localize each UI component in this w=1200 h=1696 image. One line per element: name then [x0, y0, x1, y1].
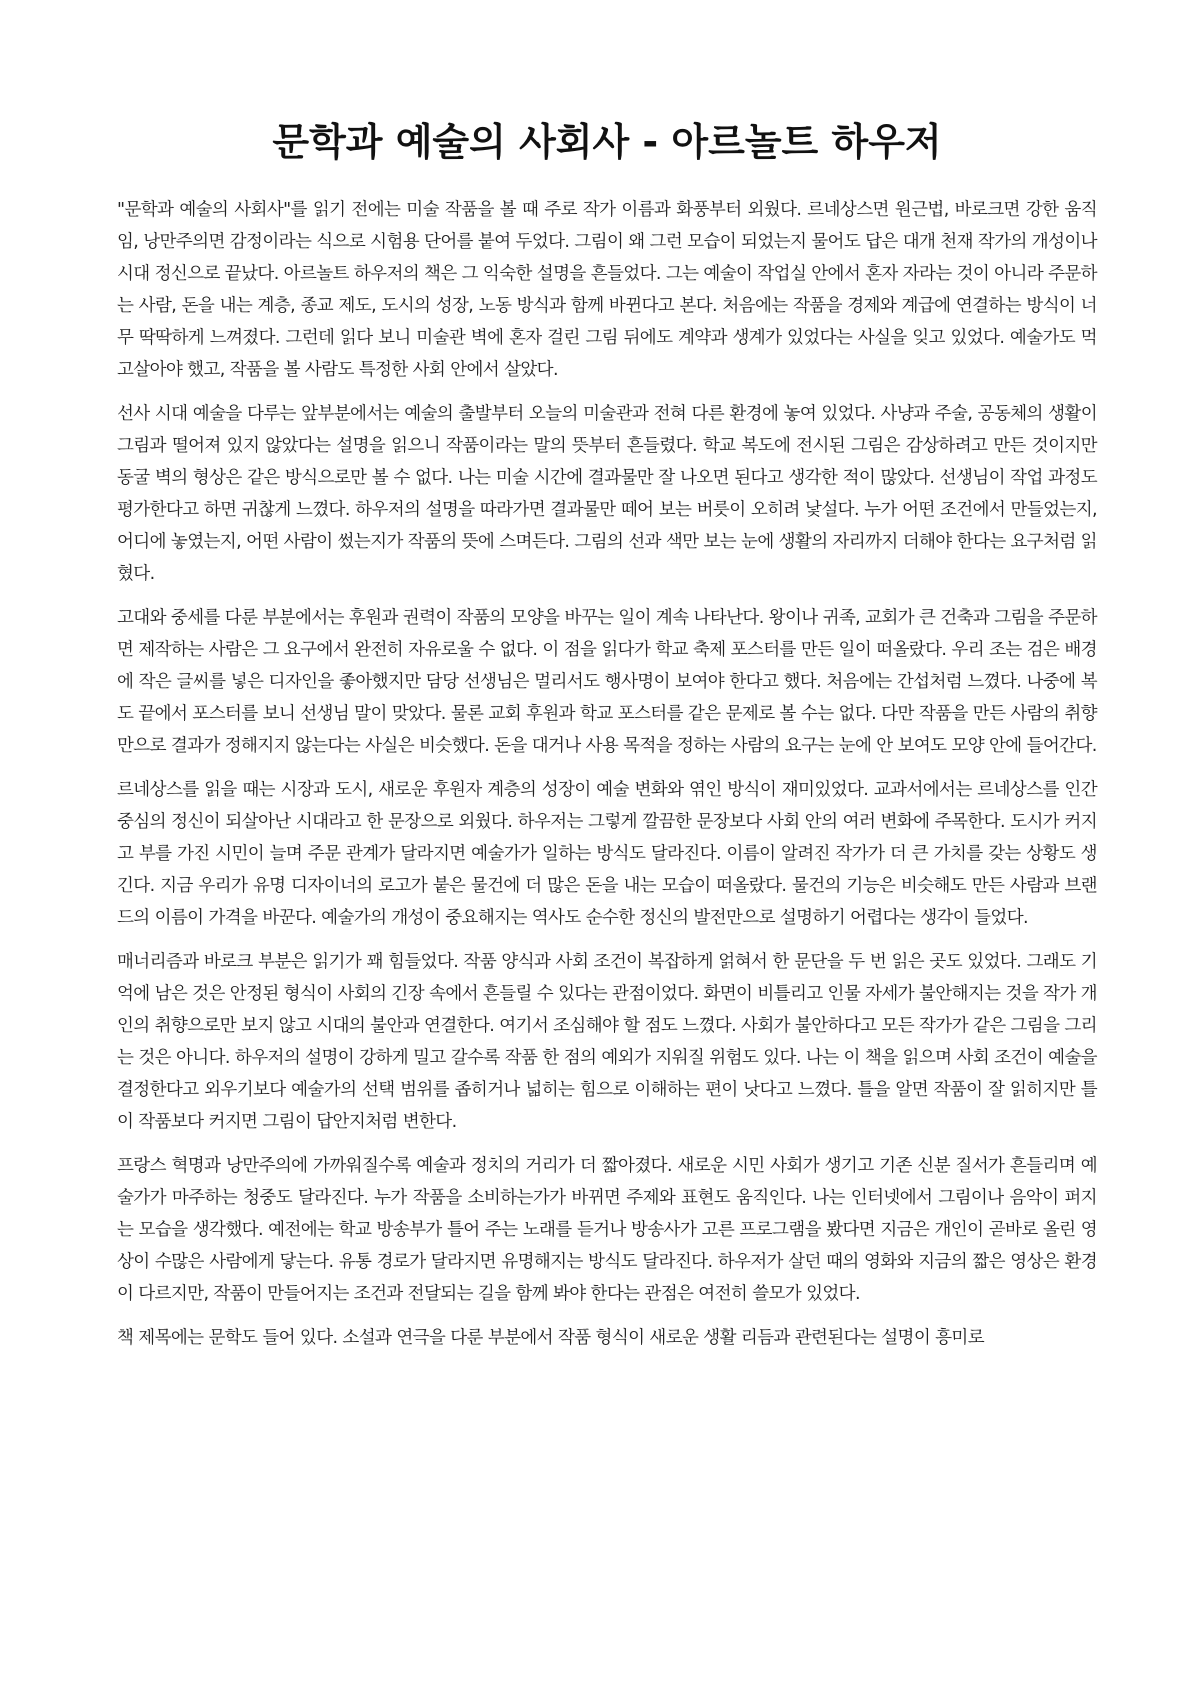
paragraph: "문학과 예술의 사회사"를 읽기 전에는 미술 작품을 볼 때 주로 작가 이름과 화풍부터 외웠다. 르네상스면 원근법, 바로크면 강한 움직임, 낭만주의면 감정이라는 식으로 시험용 단어를 붙여 두었다. 그림이 왜 그런 모습이 되었는지 물어도 답은 대개 천재 작가의 개성이나 시대 정신으로 끝났다. 아르놀트 하우저의 책은 그 익숙한 설명을 흔들었다. 그는 예술이 작업실 안에서 혼자 자라는 것이 아니라 주문하는 사람, 돈을 내는 계층, 종교 제도, 도시의 성장, 노동 방식과 함께 바뀐다고 본다. 처음에는 작품을 경제와 계급에 연결하는 방식이 너무 딱딱하게 느껴졌다. 그런데 읽다 보니 미술관 벽에 혼자 걸린 그림 뒤에도 계약과 생계가 있었다는 사실을 잊고 있었다. 예술가도 먹고살아야 했고, 작품을 볼 사람도 특정한 사회 안에서 살았다.	[117, 200, 1097, 380]
paragraph: 매너리즘과 바로크 부분은 읽기가 꽤 힘들었다. 작품 양식과 사회 조건이 복잡하게 얽혀서 한 문단을 두 번 읽은 곳도 있었다. 그래도 기억에 남은 것은 안정된 형식이 사회의 긴장 속에서 흔들릴 수 있다는 관점이었다. 화면이 비틀리고 인물 자세가 불안해지는 것을 작가 개인의 취향으로만 보지 않고 시대의 불안과 연결한다. 여기서 조심해야 할 점도 느꼈다. 사회가 불안하다고 모든 작가가 같은 그림을 그리는 것은 아니다. 하우저의 설명이 강하게 밀고 갈수록 작품 한 점의 예외가 지워질 위험도 있다. 나는 이 책을 읽으며 사회 조건이 예술을 결정한다고 외우기보다 예술가의 선택 범위를 좁히거나 넓히는 힘으로 이해하는 편이 낫다고 느꼈다. 틀을 알면 작품이 잘 읽히지만 틀이 작품보다 커지면 그림이 답안지처럼 변한다.	[117, 952, 1097, 1132]
paragraph: 선사 시대 예술을 다루는 앞부분에서는 예술의 출발부터 오늘의 미술관과 전혀 다른 환경에 놓여 있었다. 사냥과 주술, 공동체의 생활이 그림과 떨어져 있지 않았다는 설명을 읽으니 작품이라는 말의 뜻부터 흔들렸다. 학교 복도에 전시된 그림은 감상하려고 만든 것이지만 동굴 벽의 형상은 같은 방식으로만 볼 수 없다. 나는 미술 시간에 결과물만 잘 나오면 된다고 생각한 적이 많았다. 선생님이 작업 과정도 평가한다고 하면 귀찮게 느꼈다. 하우저의 설명을 따라가면 결과물만 떼어 보는 버릇이 오히려 낯설다. 누가 어떤 조건에서 만들었는지, 어디에 놓였는지, 어떤 사람이 썼는지가 작품의 뜻에 스며든다. 그림의 선과 색만 보는 눈에 생활의 자리까지 더해야 한다는 요구처럼 읽혔다.	[117, 404, 1097, 584]
paragraph: 르네상스를 읽을 때는 시장과 도시, 새로운 후원자 계층의 성장이 예술 변화와 엮인 방식이 재미있었다. 교과서에서는 르네상스를 인간 중심의 정신이 되살아난 시대라고 한 문장으로 외웠다. 하우저는 그렇게 깔끔한 문장보다 사회 안의 여러 변화에 주목한다. 도시가 커지고 부를 가진 시민이 늘며 주문 관계가 달라지면 예술가가 일하는 방식도 달라진다. 이름이 알려진 작가가 더 큰 가치를 갖는 상황도 생긴다. 지금 우리가 유명 디자이너의 로고가 붙은 물건에 더 많은 돈을 내는 모습이 떠올랐다. 물건의 기능은 비슷해도 만든 사람과 브랜드의 이름이 가격을 바꾼다. 예술가의 개성이 중요해지는 역사도 순수한 정신의 발전만으로 설명하기 어렵다는 생각이 들었다.	[117, 780, 1097, 928]
paragraph: 고대와 중세를 다룬 부분에서는 후원과 권력이 작품의 모양을 바꾸는 일이 계속 나타난다. 왕이나 귀족, 교회가 큰 건축과 그림을 주문하면 제작하는 사람은 그 요구에서 완전히 자유로울 수 없다. 이 점을 읽다가 학교 축제 포스터를 만든 일이 떠올랐다. 우리 조는 검은 배경에 작은 글씨를 넣은 디자인을 좋아했지만 담당 선생님은 멀리서도 행사명이 보여야 한다고 했다. 처음에는 간섭처럼 느꼈다. 나중에 복도 끝에서 포스터를 보니 선생님 말이 맞았다. 물론 교회 후원과 학교 포스터를 같은 문제로 볼 수는 없다. 다만 작품을 만든 사람의 취향만으로 결과가 정해지지 않는다는 사실은 비슷했다. 돈을 대거나 사용 목적을 정하는 사람의 요구는 눈에 안 보여도 모양 안에 들어간다.	[117, 608, 1097, 756]
paragraph: 프랑스 혁명과 낭만주의에 가까워질수록 예술과 정치의 거리가 더 짧아졌다. 새로운 시민 사회가 생기고 기존 신분 질서가 흔들리며 예술가가 마주하는 청중도 달라진다. 누가 작품을 소비하는가가 바뀌면 주제와 표현도 움직인다. 나는 인터넷에서 그림이나 음악이 퍼지는 모습을 생각했다. 예전에는 학교 방송부가 틀어 주는 노래를 듣거나 방송사가 고른 프로그램을 봤다면 지금은 개인이 곧바로 올린 영상이 수많은 사람에게 닿는다. 유통 경로가 달라지면 유명해지는 방식도 달라진다. 하우저가 살던 때의 영화와 지금의 짧은 영상은 환경이 다르지만, 작품이 만들어지는 조건과 전달되는 길을 함께 봐야 한다는 관점은 여전히 쓸모가 있었다.	[117, 1156, 1097, 1304]
paragraph: 책 제목에는 문학도 들어 있다. 소설과 연극을 다룬 부분에서 작품 형식이 새로운 생활 리듬과 관련된다는 설명이 흥미로	[117, 1328, 985, 1348]
document-title: 문학과 예술의 사회사 - 아르놀트 하우저	[272, 120, 942, 164]
